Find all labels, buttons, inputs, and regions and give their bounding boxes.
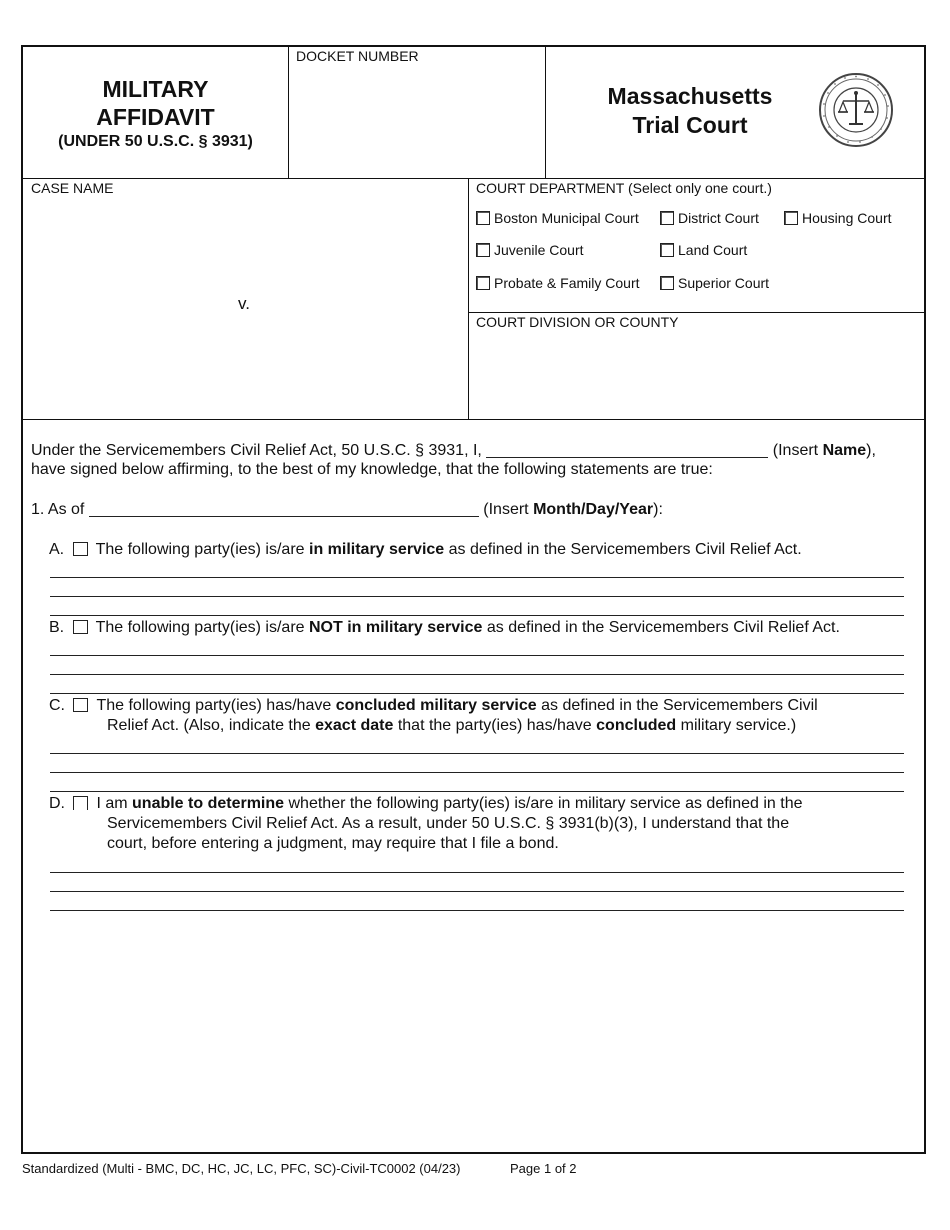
court-department-label: COURT DEPARTMENT (Select only one court.) — [476, 180, 772, 196]
option-c-checkbox[interactable] — [73, 698, 88, 712]
option-a-checkbox[interactable] — [73, 542, 88, 556]
court-option-label: District Court — [678, 210, 759, 226]
court-division-field[interactable] — [472, 334, 922, 414]
insert-date-prefix: (Insert — [483, 501, 534, 518]
intro-line-1 — [31, 441, 921, 461]
option-d-line-1[interactable] — [50, 872, 904, 873]
name-input[interactable] — [486, 442, 768, 458]
insert-date-suffix: ): — [653, 501, 663, 518]
option-b-bold: NOT in military service — [309, 619, 483, 636]
option-b — [49, 618, 840, 638]
option-d-text: I am — [96, 795, 133, 812]
intro-text: Under the Servicemembers Civil Relief Act, 50 U.S.C. § 3931, I, — [31, 442, 482, 459]
option-c-l2-bold2: concluded — [596, 717, 677, 734]
option-b-line-3[interactable] — [50, 693, 904, 694]
court-option-boston-municipal[interactable] — [476, 210, 639, 226]
option-c-bold: concluded military service — [335, 697, 537, 714]
court-option-superior[interactable] — [660, 275, 769, 291]
checkbox-land[interactable] — [660, 243, 674, 257]
option-a — [49, 540, 802, 560]
option-c-text: The following party(ies) has/have — [96, 697, 336, 714]
option-c-line-2[interactable] — [50, 772, 904, 773]
footer-form-id: Standardized (Multi - BMC, DC, HC, JC, LC, PFC, SC)-Civil-TC0002 (04/23) — [22, 1161, 461, 1176]
insert-name-prefix: (Insert — [772, 442, 823, 459]
court-name-line1: Massachusetts — [607, 83, 773, 109]
docket-number-field[interactable] — [292, 68, 542, 174]
option-d-text-end: whether the following party(ies) is/are in military service as defined in the — [284, 795, 803, 812]
option-c-line-2 — [107, 716, 796, 736]
intro-line-2: have signed below affirming, to the best of my knowledge, that the following statements are true: — [31, 461, 713, 478]
option-d-line-3[interactable] — [50, 910, 904, 911]
case-name-label: CASE NAME — [31, 180, 114, 196]
option-a-line-2[interactable] — [50, 596, 904, 597]
option-c-letter: C. — [49, 697, 65, 714]
court-division-label: COURT DIVISION OR COUNTY — [476, 314, 679, 330]
option-a-letter: A. — [49, 541, 65, 558]
option-a-line-3[interactable] — [50, 615, 904, 616]
option-a-line-1[interactable] — [50, 577, 904, 578]
option-a-text-end: as defined in the Servicemembers Civil Relief Act. — [444, 541, 802, 558]
option-d-line-3: court, before entering a judgment, may require that I file a bond. — [107, 835, 559, 852]
option-d-letter: D. — [49, 795, 65, 812]
checkbox-district[interactable] — [660, 211, 674, 225]
option-d — [49, 794, 803, 814]
option-c-l2-bold: exact date — [315, 717, 394, 734]
division-rule — [468, 312, 926, 313]
court-seal-icon — [818, 72, 894, 148]
header-divider-2 — [545, 45, 546, 178]
option-c-line-1[interactable] — [50, 753, 904, 754]
option-d-line-2: Servicemembers Civil Relief Act. As a result, under 50 U.S.C. § 3931(b)(3), I understand that the — [107, 815, 790, 832]
as-of-label: 1. As of — [31, 501, 85, 518]
checkbox-juvenile[interactable] — [476, 243, 490, 257]
option-c-l2-text2: that the party(ies) has/have — [393, 717, 597, 734]
option-d-bold: unable to determine — [132, 795, 285, 812]
option-c — [49, 696, 818, 716]
case-divider — [468, 178, 469, 419]
option-c-line-3[interactable] — [50, 791, 904, 792]
option-d-checkbox[interactable] — [73, 796, 88, 810]
court-option-label: Land Court — [678, 242, 748, 258]
option-d-line-2[interactable] — [50, 891, 904, 892]
header-divider-1 — [288, 45, 289, 178]
footer-page-number: Page 1 of 2 — [510, 1161, 577, 1176]
as-of-line — [31, 500, 663, 520]
form-subtitle: (UNDER 50 U.S.C. § 3931) — [58, 133, 253, 150]
court-name-line2: Trial Court — [632, 112, 748, 138]
option-b-letter: B. — [49, 619, 65, 636]
header-bottom-rule — [21, 178, 926, 179]
court-option-label: Juvenile Court — [494, 242, 584, 258]
case-versus: v. — [238, 294, 250, 313]
docket-number-label: DOCKET NUMBER — [296, 48, 419, 64]
court-option-juvenile[interactable] — [476, 242, 584, 258]
section-bottom-rule — [21, 419, 926, 420]
form-title-line2: AFFIDAVIT — [96, 104, 215, 130]
court-option-label: Housing Court — [802, 210, 892, 226]
checkbox-housing[interactable] — [784, 211, 798, 225]
option-a-text: The following party(ies) is/are — [95, 541, 309, 558]
court-option-land[interactable] — [660, 242, 747, 258]
option-b-text: The following party(ies) is/are — [95, 619, 309, 636]
court-option-label: Boston Municipal Court — [494, 210, 639, 226]
court-option-label: Superior Court — [678, 275, 770, 291]
checkbox-boston-municipal[interactable] — [476, 211, 490, 225]
court-option-district[interactable] — [660, 210, 759, 226]
form-title-line1: MILITARY — [102, 76, 209, 102]
option-b-checkbox[interactable] — [73, 620, 88, 634]
option-b-line-2[interactable] — [50, 674, 904, 675]
option-b-line-1[interactable] — [50, 655, 904, 656]
court-option-label: Probate & Family Court — [494, 275, 640, 291]
court-option-housing[interactable] — [784, 210, 892, 226]
option-c-text-end: as defined in the Servicemembers Civil — [536, 697, 818, 714]
insert-date-bold: Month/Day/Year — [533, 501, 654, 518]
option-c-l2-text3: military service.) — [676, 717, 797, 734]
option-b-text-end: as defined in the Servicemembers Civil Relief Act. — [482, 619, 840, 636]
checkbox-superior[interactable] — [660, 276, 674, 290]
option-a-bold: in military service — [309, 541, 445, 558]
date-input[interactable] — [89, 501, 479, 517]
option-c-l2-text: Relief Act. (Also, indicate the — [107, 717, 316, 734]
insert-name-bold: Name — [822, 442, 867, 459]
court-option-probate-family[interactable] — [476, 275, 640, 291]
insert-name-suffix: ), — [866, 442, 876, 459]
checkbox-probate-family[interactable] — [476, 276, 490, 290]
